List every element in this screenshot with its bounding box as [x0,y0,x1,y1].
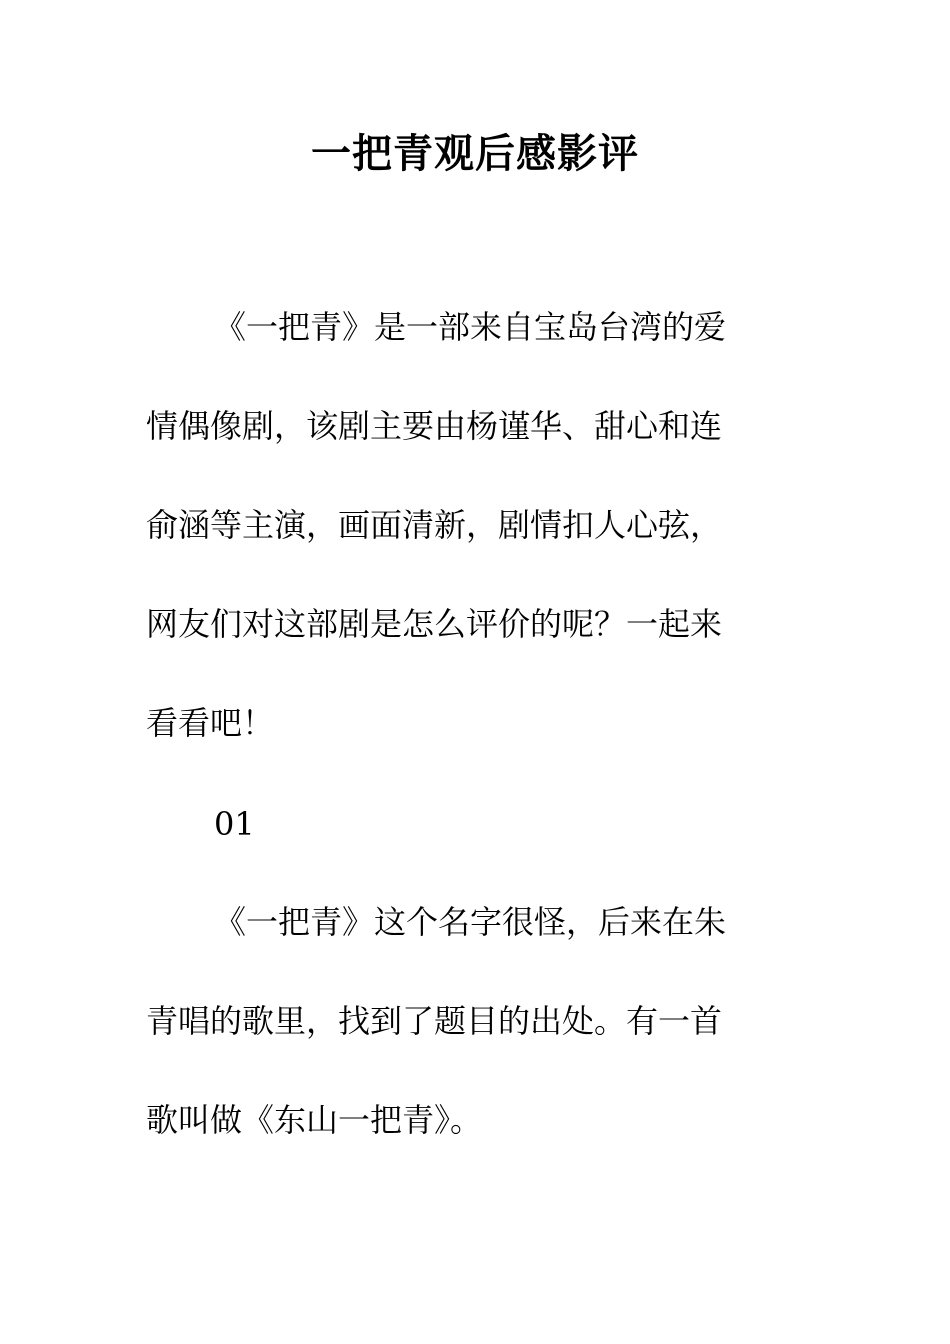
paragraph-intro [146,278,786,773]
paragraph-section-01 [146,873,786,1170]
paragraph-line: 青唱的歌里，找到了题目的出处。有一首 [146,1002,723,1040]
paragraph-line: 看看吧！ [146,704,275,742]
paragraph-line: 《一把青》是一部来自宝岛台湾的爱 [214,308,727,346]
paragraph-line: 俞涵等主演，画面清新，剧情扣人心弦， [146,506,723,544]
paragraph-line: 情偶像剧，该剧主要由杨谨华、甜心和连 [146,407,723,445]
paragraph-line: 网友们对这部剧是怎么评价的呢？一起来 [146,605,723,643]
document-title: 一把青观后感影评 [311,130,639,177]
paragraph-line: 《一把青》这个名字很怪，后来在朱 [214,903,727,941]
section-number: 01 [214,805,255,843]
paragraph-line: 歌叫做《东山一把青》。 [146,1101,483,1139]
section-heading [146,775,786,874]
